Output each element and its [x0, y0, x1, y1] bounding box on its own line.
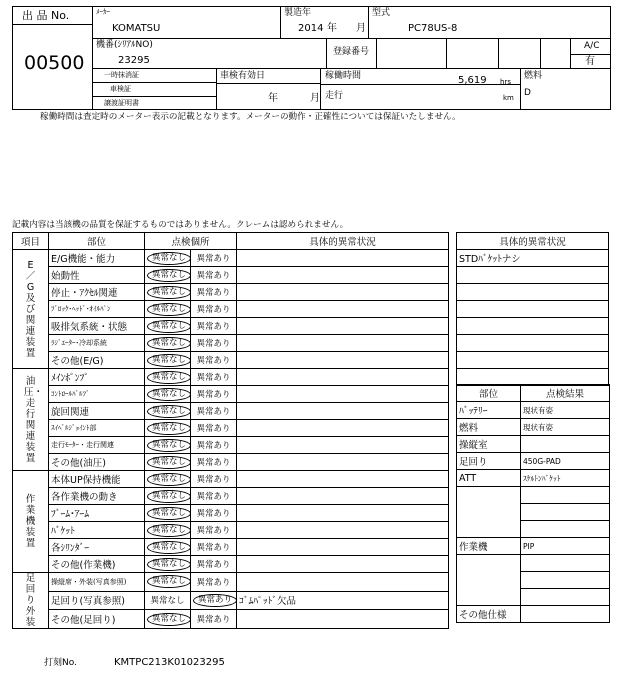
status-ng: 異常あり: [196, 475, 231, 485]
part-cell: 各作業機の動き: [49, 488, 145, 505]
status-ng: 異常あり: [196, 577, 231, 588]
expiry-month: 月: [310, 93, 320, 104]
side-result-header: 点検結果: [521, 385, 610, 402]
detail-cell: [237, 454, 449, 471]
status-ng: 異常あり: [196, 288, 231, 298]
part-cell: ｽｲﾍﾞﾙｼﾞｮｲﾝﾄ部: [49, 420, 145, 437]
side-result-cell: ｽｹﾙﾄﾝﾊﾞｹｯﾄ: [521, 470, 610, 487]
table-row: [457, 487, 610, 504]
side-detail-cell: STDﾊﾞｹｯﾄナシ: [457, 250, 609, 267]
km-unit: km: [503, 94, 514, 102]
side-detail-cell: [457, 318, 609, 335]
lot-label: 出 品 No.: [22, 9, 70, 22]
side-blank-cell: [521, 487, 610, 504]
side-detail-cell: [457, 335, 609, 352]
status-ok: 異常なし: [147, 337, 191, 350]
year-unit: 年: [327, 23, 337, 34]
table-row: [13, 318, 449, 335]
side-detail-cell: [457, 352, 609, 369]
detail-cell: ｺﾞﾑﾊﾟｯﾄﾞ欠品: [237, 591, 449, 610]
status-ng: 異常あり: [196, 543, 231, 553]
part-cell: ﾗｼﾞｴｰﾀｰ･冷却系統: [49, 335, 145, 352]
status-ok: 異常なし: [147, 575, 191, 588]
lot-number: 00500: [24, 52, 85, 74]
expiry-year: 年: [268, 93, 278, 104]
col-item: 項目: [13, 233, 49, 250]
col-check: 点検個所: [145, 233, 237, 250]
side-blank-cell: [521, 504, 610, 521]
status-ng: 異常あり: [196, 560, 231, 570]
status-ok: 異常なし: [147, 371, 191, 384]
side-detail-table: [456, 232, 609, 386]
table-row: [13, 386, 449, 403]
status-ok: 異常なし: [147, 269, 191, 282]
detail-cell: [237, 335, 449, 352]
category-label: 作業機装置: [13, 471, 49, 573]
header-box: [92, 6, 611, 110]
part-cell: 各ｼﾘﾝﾀﾞｰ: [49, 539, 145, 556]
part-cell: ﾌﾞｰﾑ･ｱｰﾑ: [49, 505, 145, 522]
status-ng: 異常あり: [196, 254, 231, 264]
detail-cell: [237, 250, 449, 267]
detail-cell: [237, 386, 449, 403]
detail-cell: [237, 437, 449, 454]
table-row: [457, 419, 610, 436]
category-label: 足回り外装: [13, 573, 49, 629]
side-part-cell: 足回り: [457, 453, 521, 470]
month-unit: 月: [356, 23, 366, 34]
category-label: E／G及び関連装置: [13, 250, 49, 369]
status-ng: 異常あり: [196, 424, 231, 434]
side-part-cell: 作業機: [457, 538, 521, 555]
status-ok: 異常なし: [147, 388, 191, 401]
detail-cell: [237, 420, 449, 437]
table-row: [457, 284, 609, 301]
fuel-value: D: [524, 88, 531, 98]
table-row: [13, 352, 449, 369]
part-cell: 吸排気系統・状態: [49, 318, 145, 335]
part-cell: 足回り(写真参照): [49, 591, 145, 610]
detail-cell: [237, 352, 449, 369]
status-ok: 異常なし: [147, 303, 191, 316]
stamp-label: 打刻No.: [44, 658, 77, 668]
status-ok: 異常なし: [147, 252, 191, 265]
reg-label: 登録番号: [333, 47, 370, 57]
side-blank-cell: [521, 555, 610, 572]
part-cell: 停止・ｱｸｾﾙ関連: [49, 284, 145, 301]
table-row: [457, 606, 610, 623]
detail-cell: [237, 301, 449, 318]
side-blank-cell: [457, 589, 521, 606]
table-row: [457, 267, 609, 284]
detail-cell: [237, 403, 449, 420]
status-ng: 異常あり: [196, 441, 231, 451]
transfer-cert-label: 譲渡証明書: [104, 99, 139, 107]
table-row: [457, 318, 609, 335]
table-row: [457, 369, 609, 386]
status-ng: 異常あり: [196, 305, 231, 315]
status-ng: 異常あり: [196, 271, 231, 281]
side-detail-cell: [457, 267, 609, 284]
table-row: [457, 521, 610, 538]
status-ok: 異常なし: [147, 422, 191, 435]
table-row: [457, 538, 610, 555]
detail-cell: [237, 267, 449, 284]
maker-label: ﾒｰｶｰ: [96, 8, 110, 16]
serial-value: 23295: [118, 55, 150, 66]
status-ng: 異常あり: [196, 390, 231, 400]
status-ng: 異常あり: [196, 356, 231, 366]
table-row: [13, 454, 449, 471]
side-blank-cell: [521, 521, 610, 538]
detail-cell: [237, 539, 449, 556]
table-row: [13, 610, 449, 629]
side-blank-cell: [521, 572, 610, 589]
table-row: [13, 369, 449, 386]
side-result-cell: [521, 436, 610, 453]
part-cell: 走行ﾓｰﾀｰ・走行関連: [49, 437, 145, 454]
status-ng: 異常あり: [196, 339, 231, 349]
detail-cell: [237, 488, 449, 505]
part-cell: その他(E/G): [49, 352, 145, 369]
part-cell: その他(油圧): [49, 454, 145, 471]
side-blank-cell: [521, 589, 610, 606]
status-ng: 異常あり: [196, 615, 231, 626]
side-detail-cell: [457, 369, 609, 386]
side-result-cell: 現状有姿: [521, 419, 610, 436]
side-part-cell: ﾊﾞｯﾃﾘｰ: [457, 402, 521, 419]
status-ng: 異常あり: [196, 526, 231, 536]
side-part-cell: ATT: [457, 470, 521, 487]
category-label: 油圧・走行関連装置: [13, 369, 49, 471]
detail-cell: [237, 471, 449, 488]
detail-cell: [237, 505, 449, 522]
detail-cell: [237, 573, 449, 592]
side-blank-cell: [457, 572, 521, 589]
table-row: [457, 335, 609, 352]
status-ng: 異常あり: [196, 373, 231, 383]
side-part-cell: その他仕様: [457, 606, 521, 623]
side-blank-cell: [457, 555, 521, 572]
table-row: [13, 471, 449, 488]
side-result-cell: 現状有姿: [521, 402, 610, 419]
side-result-cell: PIP: [521, 538, 610, 555]
table-row: [13, 335, 449, 352]
hours-notice: 稼働時間は査定時のメーター表示の記載となります。メーターの動作・正確性については保証いたしません。: [40, 112, 461, 122]
col-part: 部位: [49, 233, 145, 250]
status-ok: 異常なし: [147, 439, 191, 452]
status-ok: 異常なし: [147, 613, 191, 626]
table-row: [457, 402, 610, 419]
year-value: 2014: [298, 23, 324, 34]
serial-label: 機番(ｼﾘｱﾙNO): [96, 40, 153, 50]
table-row: [457, 470, 610, 487]
status-ok: 異常なし: [147, 456, 191, 469]
table-row: [13, 250, 449, 267]
model-label: 型式: [372, 8, 391, 18]
year-label: 製造年: [284, 8, 312, 18]
hours-value: 5,619: [458, 75, 487, 86]
side-part-cell: 燃料: [457, 419, 521, 436]
part-cell: 操縦席・外装(写真参照): [49, 573, 145, 592]
status-ng: 異常あり: [196, 458, 231, 468]
side-detail-cell: [457, 284, 609, 301]
side-blank-cell: [457, 521, 521, 538]
maker-value: KOMATSU: [112, 23, 161, 34]
fuel-label: 燃料: [524, 71, 543, 81]
status-ok: 異常なし: [147, 354, 191, 367]
table-row: [13, 488, 449, 505]
table-row: [13, 267, 449, 284]
part-cell: ﾊﾞｹｯﾄ: [49, 522, 145, 539]
table-row: [13, 591, 449, 610]
table-row: [13, 420, 449, 437]
table-row: [13, 403, 449, 420]
side-blank-cell: [457, 487, 521, 504]
status-ok: 異常なし: [150, 596, 185, 607]
table-row: [13, 505, 449, 522]
status-ok: 異常なし: [147, 473, 191, 486]
detail-cell: [237, 522, 449, 539]
table-row: [13, 573, 449, 592]
table-row: [13, 522, 449, 539]
table-row: [457, 504, 610, 521]
table-row: [457, 555, 610, 572]
side-detail-header: 具体的異常状況: [457, 233, 609, 250]
quality-notice: 記載内容は当該機の品質を保証するものではありません。クレームは認められません。: [12, 220, 349, 230]
side-result-cell: 450G-PAD: [521, 453, 610, 470]
inspection-table: [12, 232, 449, 629]
part-cell: 始動性: [49, 267, 145, 284]
hours-label: 稼働時間: [325, 71, 362, 81]
part-cell: その他(作業機): [49, 556, 145, 573]
side-part-cell: 操縦室: [457, 436, 521, 453]
status-ok: 異常なし: [147, 558, 191, 571]
inspection-cert-label: 車検証: [110, 85, 131, 93]
expiry-label: 車検有効日: [220, 71, 266, 81]
part-cell: 旋回関連: [49, 403, 145, 420]
detail-cell: [237, 556, 449, 573]
table-row: [13, 556, 449, 573]
status-ok: 異常なし: [147, 286, 191, 299]
table-row: [13, 301, 449, 318]
table-row: [457, 352, 609, 369]
side-result-table: [456, 384, 610, 623]
table-row: [457, 453, 610, 470]
table-row: [457, 250, 609, 267]
part-cell: ﾒｲﾝﾎﾟﾝﾌﾟ: [49, 369, 145, 386]
part-cell: ｺﾝﾄﾛｰﾙﾊﾞﾙﾌﾞ: [49, 386, 145, 403]
status-ok: 異常なし: [147, 541, 191, 554]
table-row: [13, 284, 449, 301]
table-row: [13, 437, 449, 454]
table-row: [457, 436, 610, 453]
status-ok: 異常なし: [147, 490, 191, 503]
part-cell: ﾌﾞﾛｯｸ･ﾍｯﾄﾞ･ｵｲﾙﾊﾟﾝ: [49, 301, 145, 318]
ac-value: 有: [585, 56, 595, 67]
detail-cell: [237, 610, 449, 629]
detail-cell: [237, 369, 449, 386]
side-result-cell: [521, 606, 610, 623]
status-ng: 異常あり: [196, 492, 231, 502]
status-ng: 異常あり: [196, 509, 231, 519]
table-row: [457, 589, 610, 606]
status-ok: 異常なし: [147, 320, 191, 333]
status-ok: 異常なし: [147, 507, 191, 520]
temp-cancel-label: 一時抹消証: [104, 71, 139, 79]
part-cell: E/G機能・能力: [49, 250, 145, 267]
travel-label: 走行: [325, 91, 344, 101]
status-ng: 異常あり: [196, 407, 231, 417]
detail-cell: [237, 284, 449, 301]
status-ok: 異常なし: [147, 524, 191, 537]
side-part-header: 部位: [457, 385, 521, 402]
table-row: [457, 301, 609, 318]
side-detail-cell: [457, 301, 609, 318]
ac-label: A/C: [584, 41, 600, 51]
table-row: [13, 539, 449, 556]
part-cell: 本体UP保持機能: [49, 471, 145, 488]
status-ok: 異常なし: [147, 405, 191, 418]
status-ng: 異常あり: [193, 594, 237, 607]
table-row: [457, 572, 610, 589]
status-ng: 異常あり: [196, 322, 231, 332]
part-cell: その他(足回り): [49, 610, 145, 629]
hours-unit: hrs: [500, 78, 511, 86]
detail-cell: [237, 318, 449, 335]
col-detail: 具体的異常状況: [237, 233, 449, 250]
stamp-value: KMTPC213K01023295: [114, 657, 225, 668]
model-value: PC78US-8: [408, 23, 458, 34]
side-blank-cell: [457, 504, 521, 521]
